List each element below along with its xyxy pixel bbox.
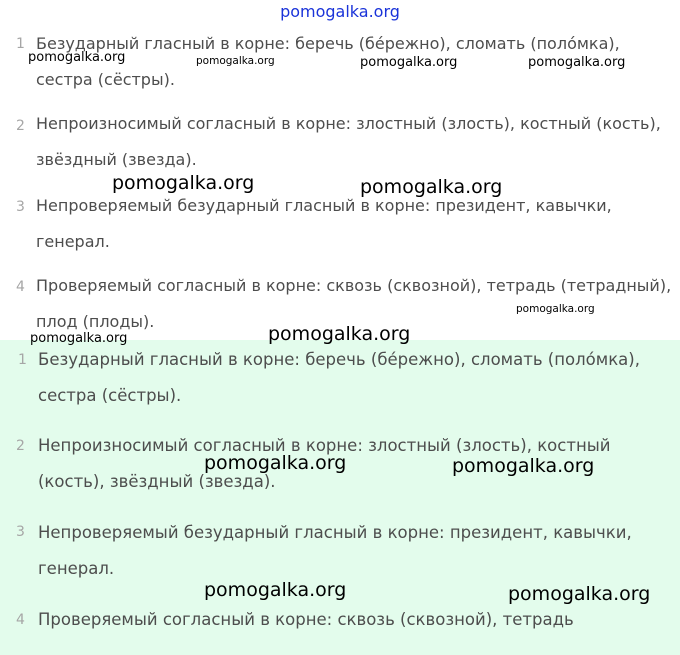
header-watermark[interactable]: pomogalka.org <box>280 2 400 21</box>
watermark: pomogalka.org <box>508 583 651 605</box>
watermark: pomogalka.org <box>516 303 595 315</box>
list-item-number: 1 <box>18 352 27 368</box>
watermark: pomogalka.org <box>268 323 411 345</box>
list-item-text: Проверяемый согласный в корне: сквозь (сквозной), тетрадь <box>38 610 574 629</box>
watermark: pomogalka.org <box>360 176 503 198</box>
list-item-text: Непроизносимый согласный в корне: злостный (злость), костный (кость), звёздный (звезда). <box>38 436 611 491</box>
watermark: pomogalka.org <box>28 50 126 65</box>
list-item-number: 4 <box>16 612 25 628</box>
list-item-text: Безударный гласный в корне: беречь (бе́режно), сломать (поло́мка), сестра (сёстры). <box>38 350 640 405</box>
list-item-text: Непроверяемый безударный гласный в корне: президент, кавычки, генерал. <box>38 523 632 578</box>
bottom-answer-block <box>0 340 680 655</box>
watermark: pomogalka.org <box>30 331 128 346</box>
list-item-text: Проверяемый согласный в корне: сквозь (сквозной), тетрадь (тетрадный), плод (плоды). <box>36 276 672 331</box>
watermark: pomogalka.org <box>204 452 347 474</box>
watermark: pomogalka.org <box>112 172 255 194</box>
list-item-text: Безударный гласный в корне: беречь (бе́режно), сломать (поло́мка), сестра (сёстры). <box>36 34 620 89</box>
watermark: pomogalka.org <box>204 579 347 601</box>
watermark: pomogalka.org <box>528 55 626 70</box>
list-item-number: 1 <box>16 36 25 52</box>
watermark: pomogalka.org <box>196 55 275 67</box>
list-item-number: 3 <box>16 199 25 215</box>
list-item-number: 4 <box>16 279 25 295</box>
list-item-text: Непроизносимый согласный в корне: злостный (злость), костный (кость), звёздный (звезда). <box>36 114 661 169</box>
watermark: pomogalka.org <box>360 55 458 70</box>
list-item-number: 2 <box>16 118 25 134</box>
list-item-number: 2 <box>16 438 25 454</box>
watermark: pomogalka.org <box>452 455 595 477</box>
list-item-number: 3 <box>16 524 25 540</box>
list-item-text: Непроверяемый безударный гласный в корне: президент, кавычки, генерал. <box>36 196 612 251</box>
